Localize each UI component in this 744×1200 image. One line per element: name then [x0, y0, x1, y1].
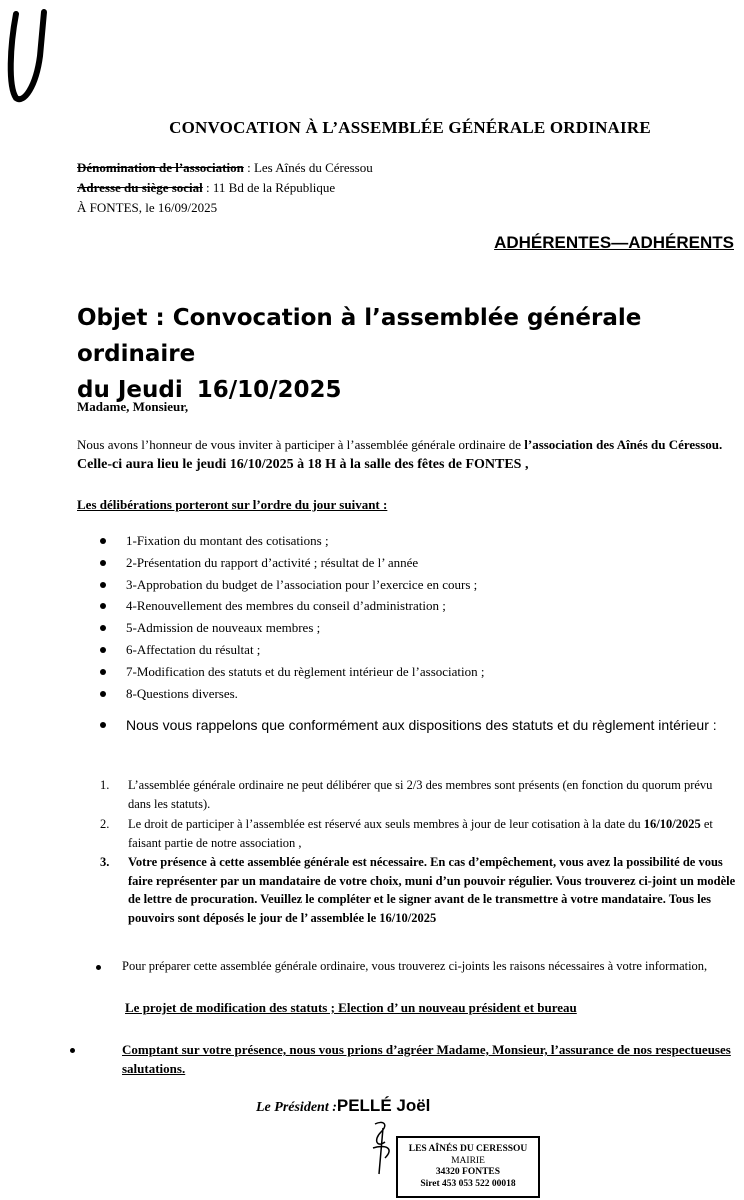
list-item: 4-Renouvellement des membres du conseil d’administration ; [100, 595, 720, 617]
bullet-icon [70, 1048, 75, 1053]
closing-paragraph: Comptant sur votre présence, nous vous prions d’agréer Madame, Monsieur, l’assurance de nos respectueuses salutations. [70, 1040, 740, 1078]
bullet-icon [100, 625, 106, 631]
intro-text: Nous avons l’honneur de vous inviter à participer à l’assemblée générale ordinaire de [77, 437, 525, 452]
address-label: Adresse du siège social [77, 180, 203, 195]
denomination-label: Dénomination de l’association [77, 160, 244, 175]
subject-day: du Jeudi [77, 377, 183, 403]
agenda-list [100, 530, 720, 704]
recipients-heading: ADHÉRENTES—ADHÉRENTS [494, 233, 734, 252]
president-name: PELLÉ Joël [336, 1096, 431, 1115]
list-item: 2-Présentation du rapport d’activité ; résultat de l’ année [100, 552, 720, 574]
agenda-heading: Les délibérations porteront sur l’ordre du jour suivant : [77, 497, 388, 512]
bullet-icon [100, 691, 106, 697]
president-label: Le Président : [256, 1100, 337, 1115]
bullet-icon [100, 582, 106, 588]
bullet-icon [100, 603, 106, 609]
bullet-icon [100, 538, 106, 544]
bullet-icon [96, 965, 101, 970]
intro-association: l’association des Aînés du Céressou. [524, 437, 723, 452]
rule-item-3: 3. Votre présence à cette assemblée générale est nécessaire. En cas d’empêchement, vous avez la possibilité de vous faire représenter par un mandataire de votre choix, muni d’un pouvoir régulier. Vous trouverez ci-joint un modèle de lettre de procuration. Veuillez le compléter et le signer avant de le transmettre à votre mandataire. Tous les pouvoirs sont déposés le jour de l’ assemblée le 16/10/2025 [100, 855, 736, 925]
bullet-icon [100, 647, 106, 653]
subject-line-1: Objet : Convocation à l’assemblée générale ordinaire [77, 305, 642, 367]
bullet-icon [100, 722, 106, 728]
reminder-text: Nous vous rappelons que conformément aux dispositions des statuts et du règlement intérieur : [126, 717, 717, 733]
list-item: 8-Questions diverses. [100, 683, 720, 705]
list-item: 7-Modification des statuts et du règlement intérieur de l’association ; [100, 661, 720, 683]
bullet-icon [100, 669, 106, 675]
bullet-icon [100, 560, 106, 566]
subject-block [77, 300, 737, 408]
intro-paragraph [77, 436, 737, 474]
address-value: : 11 Bd de la République [202, 180, 336, 195]
project-line: Le projet de modification des statuts ; Election d’ un nouveau président et bureau [125, 1000, 577, 1015]
rule-item-2: 2. Le droit de participer à l’assemblée est réservé aux seuls membres à jour de leur cotisation à la date du 16/10/2025 et faisant partie de notre association , [100, 817, 713, 850]
list-item: 5-Admission de nouveaux membres ; [100, 617, 720, 639]
salutation: Madame, Monsieur, [77, 399, 189, 414]
denomination-value: : Les Aînés du Céressou [243, 160, 373, 175]
preparation-paragraph: Pour préparer cette assemblée générale ordinaire, vous trouverez ci-joints les raisons nécessaires à votre information, [96, 957, 740, 976]
intro-meeting-details: Celle-ci aura lieu le jeudi 16/10/2025 à 18 H à la salle des fêtes de FONTES , [77, 457, 529, 472]
list-item: 1-Fixation du montant des cotisations ; [100, 530, 720, 552]
association-stamp: LES AÎNÉS DU CERESSOU MAIRIE 34320 FONTES Siret 453 053 522 00018 [396, 1136, 540, 1198]
list-item: 6-Affectation du résultat ; [100, 639, 720, 661]
document-title: CONVOCATION À L’ASSEMBLÉE GÉNÉRALE ORDINAIRE [169, 118, 651, 137]
president-line [256, 1096, 430, 1116]
association-name-line [77, 160, 373, 176]
rule-item-1: 1. L’assemblée générale ordinaire ne peut délibérer que si 2/3 des membres sont présents (en fonction du quorum prévu dans les statuts). [100, 778, 713, 811]
handwritten-mark-icon [2, 6, 62, 106]
association-address-line [77, 180, 335, 196]
subject-date: 16/10/2025 [196, 377, 342, 403]
reminder-paragraph [100, 714, 740, 736]
place-date: À FONTES, le 16/09/2025 [77, 200, 218, 215]
list-item: 3-Approbation du budget de l’association pour l’exercice en cours ; [100, 574, 720, 596]
